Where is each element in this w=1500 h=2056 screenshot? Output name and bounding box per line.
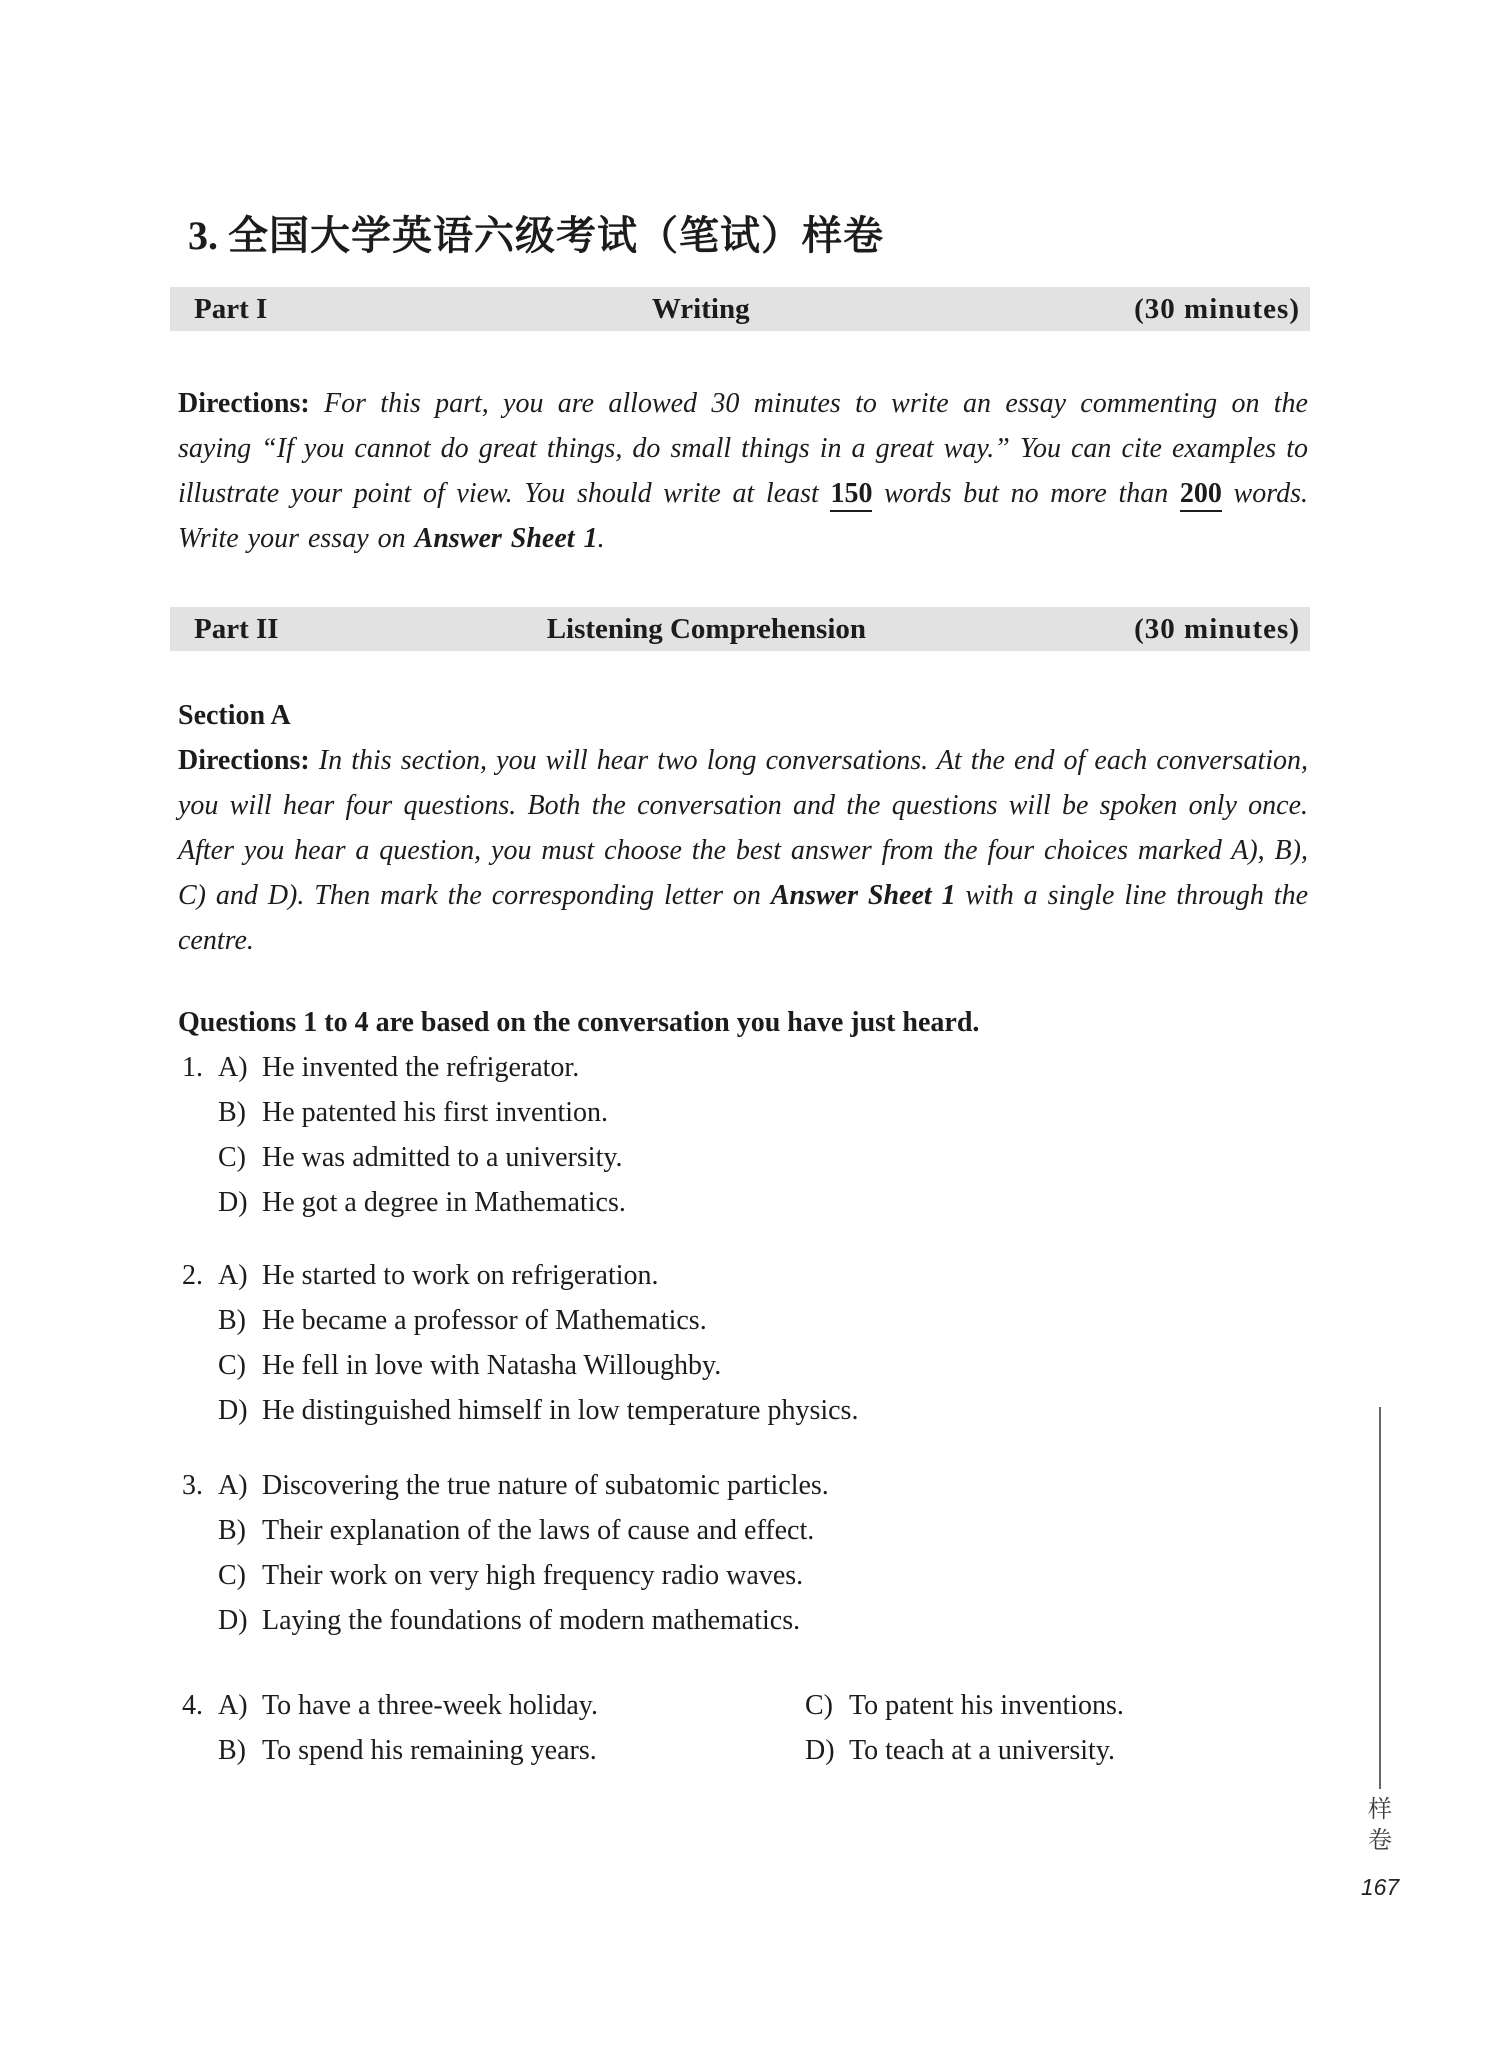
title-text: 全国大学英语六级考试（笔试）样卷 [228, 213, 884, 259]
option-letter: D) [218, 1187, 248, 1218]
questions-1-4-header: Questions 1 to 4 are based on the conversation you have just heard. [178, 1007, 980, 1038]
option-text: He started to work on refrigeration. [262, 1260, 659, 1291]
option-cell [805, 1683, 1124, 1728]
option-cell [218, 1728, 805, 1773]
option-text: He patented his first invention. [262, 1097, 609, 1128]
answer-sheet-ref: Answer Sheet 1 [770, 880, 956, 911]
margin-rule [1379, 1407, 1381, 1789]
option-line [170, 1728, 1310, 1773]
option-line [170, 1553, 1310, 1598]
question-1 [170, 1045, 1310, 1225]
option-text: Discovering the true nature of subatomic particles. [262, 1470, 829, 1501]
side-tab-char: 样 [1368, 1795, 1392, 1823]
directions-label: Directions: [178, 388, 310, 419]
directions-text: with a single line through the centre. [178, 880, 1309, 956]
directions-text: words. Write your essay on [178, 478, 1308, 554]
option-line [170, 1253, 1310, 1298]
section-a-heading: Section A [178, 700, 291, 731]
option-line [170, 1135, 1310, 1180]
option-text: He got a degree in Mathematics. [262, 1187, 626, 1218]
question-number: 1. [182, 1052, 203, 1083]
part1-header-bar [170, 287, 1310, 331]
option-letter: D) [805, 1735, 835, 1766]
option-letter: B) [218, 1097, 246, 1128]
option-letter: C) [218, 1142, 246, 1173]
option-line [170, 1683, 1310, 1728]
option-letter: A) [218, 1470, 248, 1501]
part1-directions [170, 381, 1310, 561]
option-text: To patent his inventions. [849, 1690, 1124, 1721]
part2-title: Listening Comprehension [546, 612, 867, 645]
directions-text: words but no more than [872, 478, 1180, 509]
option-text: To teach at a university. [849, 1735, 1116, 1766]
option-text: To have a three-week holiday. [262, 1690, 598, 1721]
option-cell [218, 1683, 805, 1728]
option-text: He invented the refrigerator. [262, 1052, 580, 1083]
option-line [170, 1388, 1310, 1433]
question-4 [170, 1683, 1310, 1773]
part2-duration: (30 minutes) [1134, 612, 1300, 645]
option-line [170, 1045, 1310, 1090]
option-text: Their explanation of the laws of cause and effect. [262, 1515, 815, 1546]
option-text: He became a professor of Mathematics. [262, 1305, 707, 1336]
side-tab-char: 卷 [1368, 1826, 1392, 1854]
question-number: 3. [182, 1470, 203, 1501]
option-text: Their work on very high frequency radio waves. [262, 1560, 804, 1591]
side-tab-label [1356, 1794, 1404, 1856]
option-letter: C) [218, 1350, 246, 1381]
directions-text: For this part, you are allowed 30 minutes to write an essay commenting on the saying “If you cannot do great things, do small things in a great way.” You can cite examples to illustrate your point of view. You should write at least [178, 388, 1308, 509]
option-text: He distinguished himself in low temperature physics. [262, 1395, 859, 1426]
min-words-value: 150 [830, 478, 872, 512]
page-number: 167 [1360, 1874, 1400, 1900]
option-cell [805, 1728, 1115, 1773]
option-line [170, 1598, 1310, 1643]
page-title [188, 213, 1310, 259]
option-letter: C) [805, 1690, 833, 1721]
option-letter: B) [218, 1305, 246, 1336]
option-letter: B) [218, 1515, 246, 1546]
option-letter: D) [218, 1395, 248, 1426]
page-content [170, 0, 1310, 1773]
part1-label: Part I [194, 292, 268, 325]
option-line [170, 1343, 1310, 1388]
question-number: 4. [182, 1690, 203, 1721]
option-line [170, 1463, 1310, 1508]
title-number: 3. [188, 213, 218, 258]
option-letter: B) [218, 1735, 246, 1766]
question-2 [170, 1253, 1310, 1433]
option-letter: A) [218, 1690, 248, 1721]
question-number: 2. [182, 1260, 203, 1291]
part1-title: Writing [651, 292, 750, 325]
option-letter: A) [218, 1260, 248, 1291]
option-line [170, 1180, 1310, 1225]
option-text: Laying the foundations of modern mathematics. [262, 1605, 801, 1636]
option-text: To spend his remaining years. [262, 1735, 597, 1766]
directions-label: Directions: [178, 745, 310, 776]
option-letter: D) [218, 1605, 248, 1636]
section-a-directions [170, 738, 1310, 963]
option-text: He was admitted to a university. [262, 1142, 623, 1173]
question-3 [170, 1463, 1310, 1643]
answer-sheet-ref: Answer Sheet 1 [414, 523, 598, 554]
max-words-value: 200 [1180, 478, 1222, 512]
option-letter: A) [218, 1052, 248, 1083]
option-letter: C) [218, 1560, 246, 1591]
part2-header-bar [170, 607, 1310, 651]
part1-duration: (30 minutes) [1134, 292, 1300, 325]
directions-text: In this section, you will hear two long conversations. At the end of each conversation, you will hear four questions. Both the conversation and the questions will be spoken only once. After you hear a question, you must choose the best answer from the four choices marked A), B), C) and D). Then mark the corresponding letter on [178, 745, 1308, 911]
option-line [170, 1508, 1310, 1553]
option-line [170, 1298, 1310, 1343]
option-text: He fell in love with Natasha Willoughby. [262, 1350, 722, 1381]
option-line [170, 1090, 1310, 1135]
part2-label: Part II [194, 612, 279, 645]
directions-text: . [597, 523, 605, 554]
